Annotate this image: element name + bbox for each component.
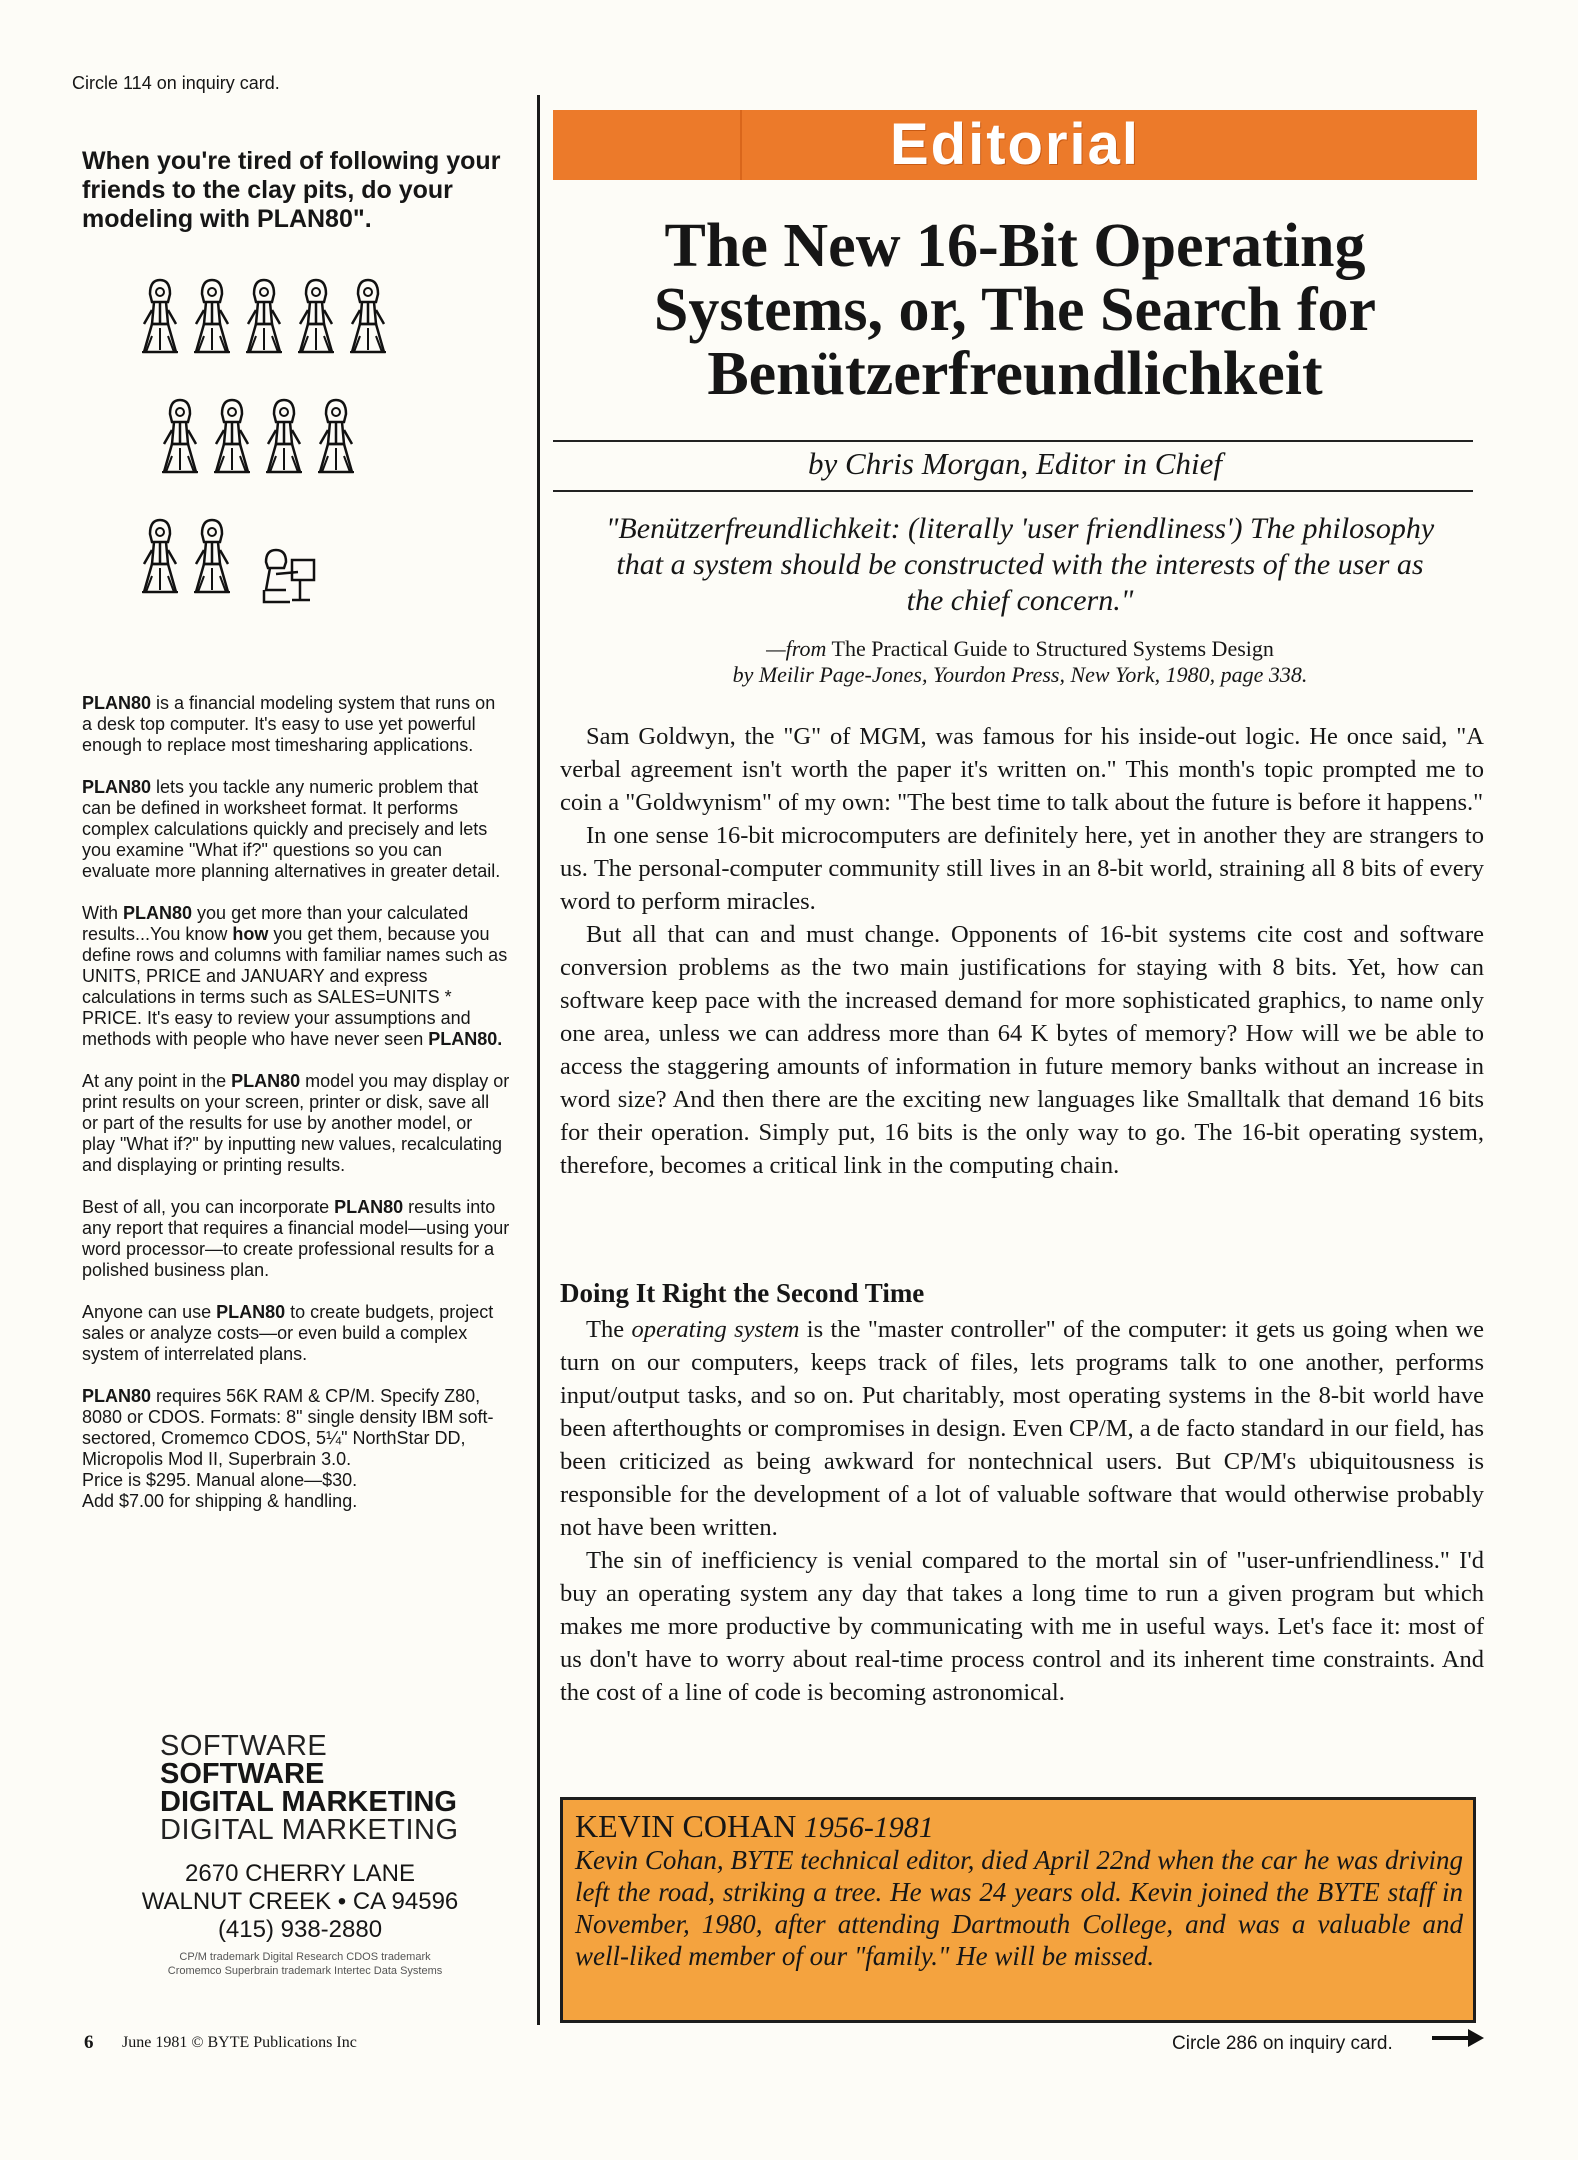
ad-text: to create budgets, project sales or analyze costs—or even build a complex system of interrelated plans. (82, 1302, 494, 1364)
memorial-text: Kevin Cohan, BYTE technical editor, died April 22nd when the car he was driving left the road, striking a tree. He was 24 years old. Kevin joined the BYTE staff in November, 1980, after attending Dartmouth College, and was a valuable and well-liked member of our "family." He will be missed. (575, 1845, 1463, 1971)
product-name: PLAN80 (123, 903, 193, 923)
column-divider (537, 95, 540, 2025)
epigraph-source (600, 636, 1440, 688)
figure-4 (298, 280, 334, 352)
figure-2 (194, 280, 230, 352)
ad-text: Anyone can use (82, 1302, 217, 1322)
memorial-content (575, 1810, 1463, 1972)
memorial-box (560, 1797, 1476, 2023)
ad-paragraph-5 (82, 1197, 510, 1281)
logo-line-3: DIGITAL MARKETING (160, 1786, 457, 1818)
memorial-years: 1956-1981 (796, 1811, 934, 1844)
hieroglyph-figures-illustration (140, 270, 420, 630)
figure-10 (142, 520, 178, 592)
emphasis-operating-system: operating system (631, 1316, 800, 1343)
figure-7 (214, 400, 250, 472)
ad-text: At any point in the (82, 1071, 232, 1091)
source-from: —from (766, 636, 827, 661)
figure-8 (266, 400, 302, 472)
title-line-1: The New 16-Bit Operating (664, 212, 1366, 280)
ad-headline-line-3 (82, 205, 522, 234)
figure-1 (142, 280, 178, 352)
page-number: 6 (84, 2032, 94, 2053)
article-paragraph-3: But all that can and must change. Opponents of 16-bit systems cite cost and software conversion problems as the two main justifications for staying with 8 bits. Yet, how can software keep pace with the increased demand for more sophisticated graphics, to name only one area, unless we can address more than 64 K bytes of memory? How will we be able to access the staggering amounts of information in future memory banks without an increase in word size? And then there are the exciting new languages like Smalltalk that demand 16 bits for their operation. Simply put, 16 bits is the only way to go. The 16-bit operating system, therefore, becomes a critical link in the computing chain. (560, 921, 1484, 1179)
product-name: PLAN80. (428, 1029, 503, 1049)
article-paragraph-4 (560, 1313, 1484, 1544)
ad-text: you get more than your calculated results...You know (82, 903, 469, 944)
company-logo (160, 1732, 540, 1844)
ad-text: With (82, 903, 124, 923)
trademark-line-2: Cromemco Superbrain trademark Intertec Data Systems (167, 1965, 443, 1977)
publication-line: June 1981 © BYTE Publications Inc (122, 2034, 357, 2051)
title-line-3: Benützerfreundlichkeit (707, 340, 1323, 408)
ad-headline-prefix: modeling with (82, 205, 257, 233)
product-name: PLAN80 (334, 1197, 404, 1217)
logo-line-4: DIGITAL MARKETING (160, 1814, 459, 1846)
article-paragraph-5: The sin of inefficiency is venial compared to the mortal sin of "user-unfriendliness." I'd buy an operating system any day that takes a long time to run a given program but which makes me more productive by communicating with me in useful ways. Let's face it: most of us don't have to worry about real-time process control and its inherent time constraints. And the cost of a line of code is becoming astronomical. (560, 1547, 1484, 1706)
ad-text: Best of all, you can incorporate (82, 1197, 335, 1217)
ad-headline-line-1: When you're tired of following your (82, 147, 501, 175)
editorial-banner-title: Editorial (889, 112, 1141, 177)
ad-text: is a financial modeling system that runs on a desk top computer. It's easy to use yet powerful enough to replace most timesharing applications. (82, 693, 496, 755)
source-author-text: by Meilir Page-Jones, Yourdon Press, New York, 1980, page 338. (732, 662, 1308, 687)
product-name: PLAN80 (82, 1386, 152, 1406)
ad-text: lets you tackle any numeric problem that can be defined in worksheet format. It performs complex calculations quickly and precisely and lets you examine "What if?" questions so you can evaluate more planning alternatives in greater detail. (82, 777, 501, 881)
article-body-part-1 (560, 720, 1484, 1182)
article-body-part-2 (560, 1313, 1484, 1709)
ad-paragraph-4 (82, 1071, 510, 1176)
logo-line-2: SOFTWARE (160, 1758, 325, 1790)
byline-rule-top (553, 440, 1473, 442)
ad-text: you get them, because you define rows and columns with familiar names such as UNITS, PRICE and JANUARY and express calculations in terms such as SALES=UNITS * PRICE. It's easy to review your assumptions and methods with people who have never seen (82, 924, 508, 1049)
figure-5 (350, 280, 386, 352)
ad-headline-line-2: friends to the clay pits, do your (82, 176, 453, 204)
address-street: 2670 CHERRY LANE (185, 1860, 415, 1887)
epigraph-quote: "Benützerfreundlichkeit: (literally 'user friendliness') The philosophy that a system should be constructed with the interests of the user as the chief concern." (605, 512, 1435, 617)
ad-shipping: Add $7.00 for shipping & handling. (82, 1491, 358, 1511)
figure-3 (246, 280, 282, 352)
address-city: WALNUT CREEK • CA 94596 (141, 1888, 459, 1915)
byline-rule-bottom (553, 490, 1473, 492)
emphasis-how: how (232, 924, 269, 944)
ad-paragraph-1 (82, 693, 510, 756)
article-paragraph-1: Sam Goldwyn, the "G" of MGM, was famous for his inside-out logic. He once said, "A verbal agreement isn't worth the paper it's written on." This month's topic prompted me to coin a "Goldwynism" of my own: "The best time to talk about the future is before it happens." (560, 723, 1484, 816)
figure-6 (162, 400, 198, 472)
product-name: PLAN80 (82, 693, 152, 713)
figure-seated-at-computer (264, 550, 314, 602)
ad-paragraph-3 (82, 903, 510, 1050)
trademark-notice (110, 1950, 500, 1978)
source-book-line (600, 636, 1440, 662)
article-title (553, 214, 1477, 406)
byline: by Chris Morgan, Editor in Chief (808, 446, 1222, 481)
ad-body (82, 693, 510, 1512)
ad-headline-product: PLAN80". (257, 205, 372, 233)
product-name: PLAN80 (82, 777, 152, 797)
logo-line-1: SOFTWARE (160, 1730, 328, 1762)
article-text: The (586, 1316, 632, 1343)
source-author (600, 662, 1440, 688)
arrow-right-icon (1432, 2026, 1484, 2050)
ad-text: results into any report that requires a financial model—using your word processor—to create professional results for a polished business plan. (82, 1197, 510, 1280)
ad-paragraph-2 (82, 777, 510, 882)
figure-11 (194, 520, 230, 592)
product-name: PLAN80 (216, 1302, 286, 1322)
trademark-line-1: CP/M trademark Digital Research CDOS trademark (179, 1951, 431, 1963)
ad-text: model you may display or print results on your screen, printer or disk, save all or part of the results for use by another model, or play "What if?" by inputting new values, recalculating and displaying or printing results. (82, 1071, 510, 1175)
address-phone: (415) 938-2880 (217, 1916, 383, 1943)
title-line-2: Systems, or, The Search for (653, 276, 1377, 344)
inquiry-card-note-bottom: Circle 286 on inquiry card. (1172, 2033, 1393, 2054)
article-paragraph-2: In one sense 16-bit microcomputers are definitely here, yet in another they are strangers to us. The personal-computer community still lives in an 8-bit world, straining all 8 bits of every word to perform miracles. (560, 822, 1484, 915)
memorial-name: KEVIN COHAN (575, 1808, 797, 1844)
section-subhead: Doing It Right the Second Time (560, 1278, 925, 1308)
inquiry-card-note: Circle 114 on inquiry card. (72, 73, 280, 93)
product-name: PLAN80 (231, 1071, 301, 1091)
ad-paragraph-6 (82, 1302, 510, 1365)
company-address (120, 1860, 480, 1944)
ad-price: Price is $295. Manual alone—$30. (82, 1470, 358, 1490)
article-text: is the "master controller" of the computer: it gets us going when we turn on our computers, keeps track of files, lets programs talk to one another, performs input/output tasks, and so on. Put charitably, most operating systems in the 8-bit world have been afterthoughts or compromises in design. Even CP/M, a de facto standard in our field, has been criticized as being awkward for nontechnical users. But CP/M's ubiquitousness is responsible for the development of a lot of valuable software that would otherwise probably not have been written. (560, 1316, 1485, 1541)
source-book: The Practical Guide to Structured Systems Design (826, 636, 1274, 661)
ad-paragraph-7 (82, 1386, 510, 1470)
memorial-heading (575, 1810, 1463, 1844)
ad-text: requires 56K RAM & CP/M. Specify Z80, 8080 or CDOS. Formats: 8" single density IBM soft-sectored, Cromemco CDOS, 5¼" NorthStar DD, Micropolis Mod II, Superbrain 3.0. (82, 1386, 494, 1469)
figure-9 (318, 400, 354, 472)
ad-headline (82, 147, 522, 234)
